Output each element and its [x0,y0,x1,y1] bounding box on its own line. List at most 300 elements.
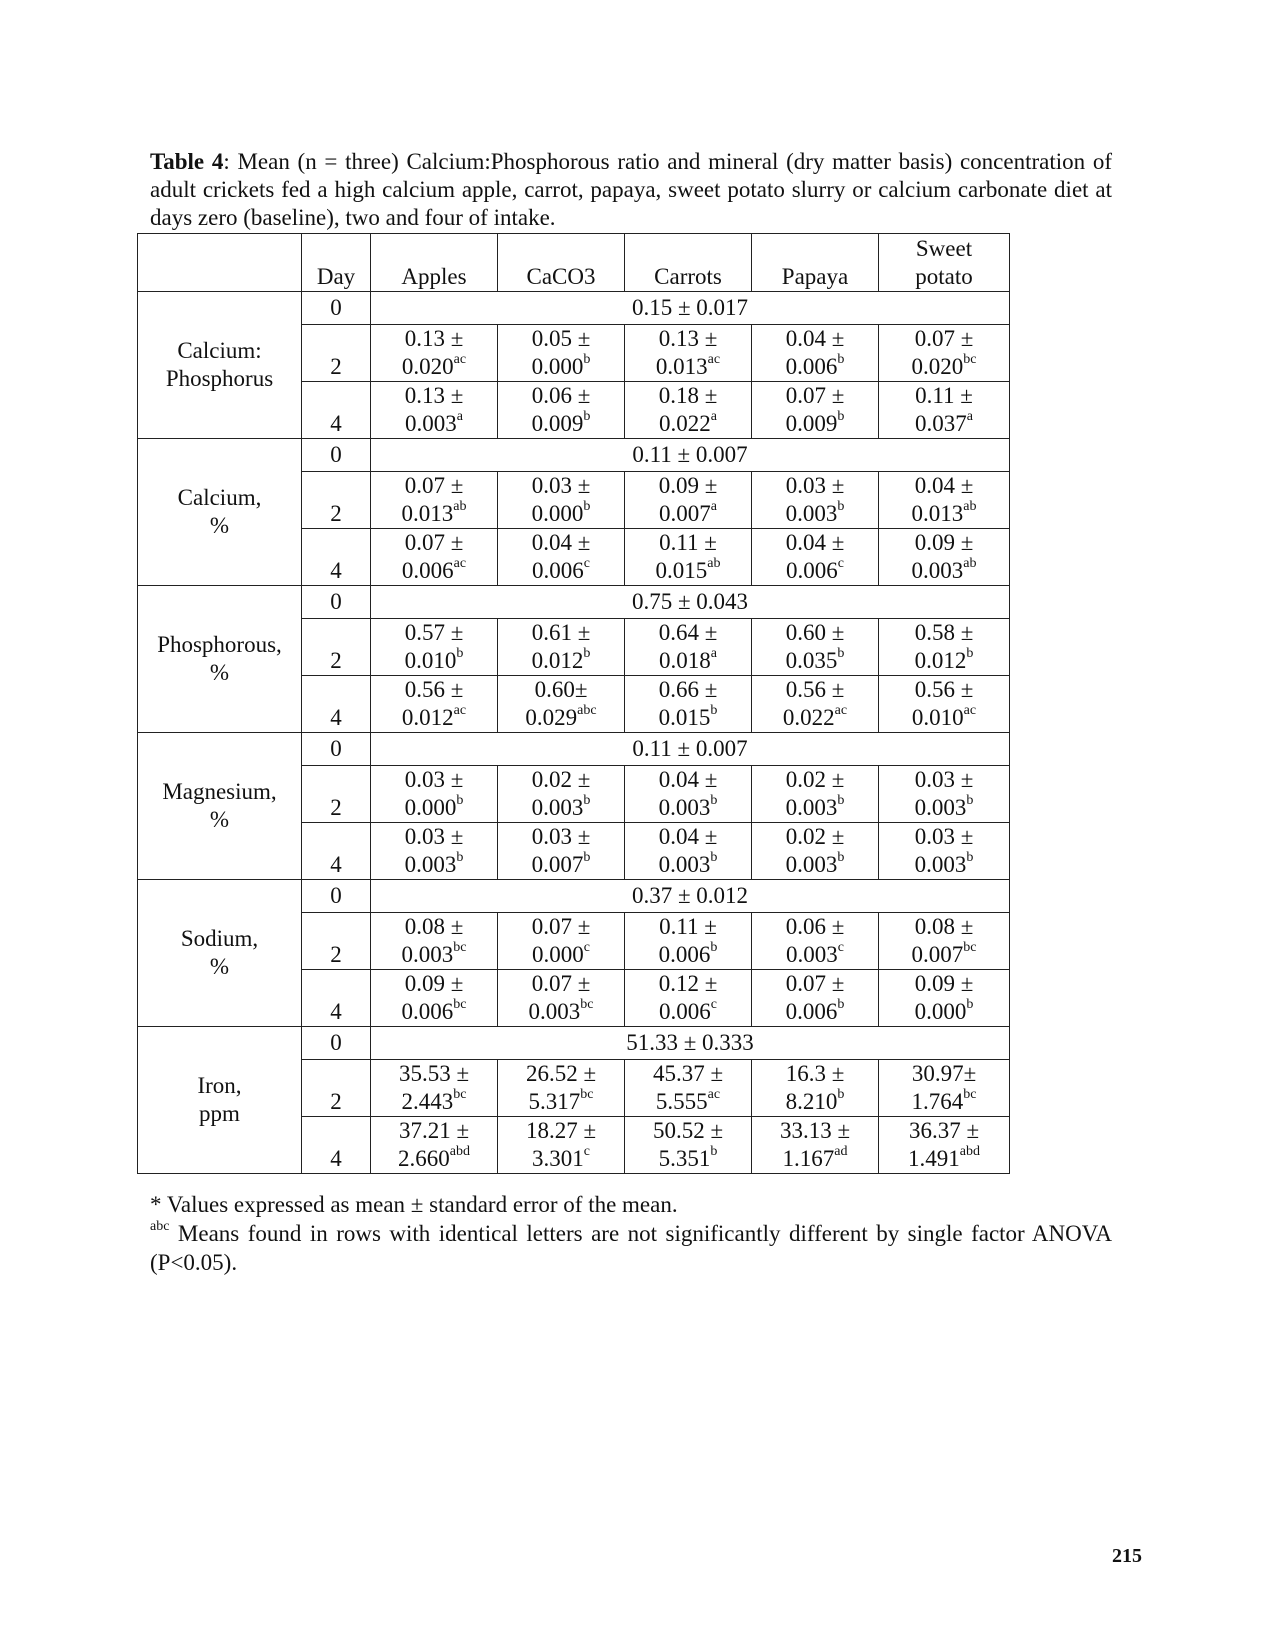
se-value: 0.013 [655,354,708,379]
mean-value: 0.61 ± [531,620,591,645]
day-cell: 2 [302,472,371,529]
note-sup: abc [150,1219,170,1235]
se-value: 5.555 [655,1089,708,1114]
se-value: 0.013 [401,501,454,526]
group-label-line2: ppm [199,1101,240,1126]
mean-value: 0.56 ± [404,677,464,702]
mean-value: 0.04 ± [658,767,718,792]
significance-letters: bc [453,997,467,1013]
group-label-line2: Phosphorus [165,366,274,391]
mean-value: 26.52 ± [525,1061,597,1086]
significance-letters: b [583,409,591,425]
se-value: 0.015 [655,558,708,583]
header-apples: Apples [371,234,498,292]
group-label-line2: % [209,954,230,979]
baseline-row [138,439,1010,472]
value-cell [498,1117,625,1174]
value-cell [371,325,498,382]
value-cell [879,1117,1010,1174]
group-label-line2: % [209,513,230,538]
day-cell: 0 [302,1027,371,1060]
baseline-value: 0.11 ± 0.007 [371,733,1010,766]
se-value: 0.012 [914,648,967,673]
se-value: 0.007 [911,942,964,967]
se-value: 0.035 [785,648,838,673]
group-label-line1: Phosphorous, [157,632,282,657]
significance-letters: b [837,850,845,866]
value-cell [625,913,752,970]
significance-letters: a [710,646,717,662]
se-value: 0.003 [914,852,967,877]
value-cell [752,766,879,823]
se-value: 2.660 [398,1146,450,1171]
significance-letters: b [966,646,974,662]
day-cell: 0 [302,880,371,913]
mean-value: 0.05 ± [531,326,591,351]
se-value: 0.003 [658,852,711,877]
value-cell [879,619,1010,676]
mean-value: 0.03 ± [531,473,591,498]
mean-value: 0.60± [534,677,588,702]
se-value: 0.000 [531,354,584,379]
significance-letters: b [710,703,718,719]
se-value: 5.351 [658,1146,711,1171]
significance-letters: bc [453,940,467,956]
se-value: 5.317 [528,1089,581,1114]
page-number: 215 [1112,1545,1142,1567]
significance-letters: b [837,997,845,1013]
mean-value: 0.07 ± [914,326,974,351]
header-day: Day [302,234,371,292]
value-cell [625,619,752,676]
mean-value: 0.07 ± [404,530,464,555]
significance-letters: bc [963,940,977,956]
value-cell [752,1117,879,1174]
mean-value: 0.04 ± [914,473,974,498]
baseline-value: 0.75 ± 0.043 [371,586,1010,619]
mean-value: 0.56 ± [914,677,974,702]
mean-value: 0.03 ± [914,767,974,792]
mean-value: 0.12 ± [658,971,718,996]
day-cell: 4 [302,382,371,439]
significance-letters: b [710,793,718,809]
mean-value: 0.64 ± [658,620,718,645]
mean-value: 0.13 ± [658,326,718,351]
mean-value: 18.27 ± [525,1118,597,1143]
baseline-value: 0.37 ± 0.012 [371,880,1010,913]
baseline-row [138,880,1010,913]
value-cell [625,1060,752,1117]
se-value: 0.003 [785,852,838,877]
se-value: 0.000 [914,999,967,1024]
mean-value: 0.06 ± [531,383,591,408]
mean-value: 33.13 ± [779,1118,851,1143]
significance-letters: c [583,940,590,956]
significance-letters: ab [963,499,977,515]
value-cell [879,913,1010,970]
mean-value: 37.21 ± [398,1118,470,1143]
se-value: 1.491 [908,1146,960,1171]
group-label-line1: Sodium, [180,926,259,951]
day-cell: 0 [302,586,371,619]
se-value: 0.018 [659,648,711,673]
mean-value: 50.52 ± [652,1118,724,1143]
se-value: 0.020 [401,354,454,379]
se-value: 0.003 [528,999,581,1024]
baseline-row [138,733,1010,766]
significance-letters: a [710,499,717,515]
value-cell [752,1060,879,1117]
value-cell [879,823,1010,880]
se-value: 1.167 [782,1146,835,1171]
table-notes [150,1190,1112,1277]
group-label [138,586,302,733]
se-value: 0.006 [785,354,838,379]
value-cell [879,325,1010,382]
value-cell [879,970,1010,1027]
value-cell [752,472,879,529]
value-cell [371,1117,498,1174]
day-cell: 4 [302,676,371,733]
significance-letters: b [710,850,718,866]
value-cell [752,325,879,382]
mean-value: 0.04 ± [658,824,718,849]
significance-letters: b [583,646,591,662]
significance-letters: b [710,1144,718,1160]
mean-value: 16.3 ± [785,1061,845,1086]
value-cell [498,382,625,439]
day-cell: 0 [302,292,371,325]
significance-letters: c [583,556,590,572]
value-cell [371,1060,498,1117]
baseline-row [138,586,1010,619]
day-cell: 2 [302,766,371,823]
significance-letters: ac [707,1087,721,1103]
se-value: 0.009 [785,411,838,436]
significance-letters: a [456,409,463,425]
note-anova [150,1219,1112,1277]
group-label [138,880,302,1027]
group-label-line1: Calcium: [177,338,262,363]
mean-value: 35.53 ± [398,1061,470,1086]
significance-letters: b [837,409,845,425]
value-cell [625,382,752,439]
baseline-row [138,292,1010,325]
se-value: 0.009 [531,411,584,436]
table-caption [150,148,1112,232]
significance-letters: c [837,556,844,572]
significance-letters: ac [453,556,467,572]
significance-letters: b [837,352,845,368]
value-cell [371,472,498,529]
value-cell [625,766,752,823]
significance-letters: b [583,850,591,866]
mean-value: 0.07 ± [531,971,591,996]
baseline-value: 0.11 ± 0.007 [371,439,1010,472]
note-sem: * Values expressed as mean ± standard error of the mean. [150,1192,678,1217]
group-label-line1: Calcium, [177,485,262,510]
se-value: 0.010 [911,705,964,730]
value-cell [625,325,752,382]
se-value: 0.000 [532,942,584,967]
significance-letters: b [966,793,974,809]
note-anova-text: Means found in rows with identical letters are not significantly different by single factor ANOVA (P<0.05). [150,1221,1112,1275]
significance-letters: ac [453,703,467,719]
mean-value: 0.13 ± [404,326,464,351]
mean-value: 0.03 ± [404,824,464,849]
mean-value: 0.02 ± [531,767,591,792]
day-cell: 2 [302,913,371,970]
mean-value: 0.04 ± [785,530,845,555]
group-label [138,292,302,439]
significance-letters: ab [453,499,467,515]
mean-value: 0.04 ± [785,326,845,351]
value-cell [371,766,498,823]
day-cell: 2 [302,1060,371,1117]
mineral-table [137,233,1010,1174]
se-value: 0.007 [531,852,584,877]
value-cell [625,676,752,733]
significance-letters: ac [707,352,721,368]
significance-letters: b [837,1087,845,1103]
group-label [138,439,302,586]
header-sweet-potato: Sweet potato [879,234,1010,292]
se-value: 0.010 [404,648,457,673]
se-value: 0.013 [911,501,964,526]
value-cell [498,766,625,823]
value-cell [498,823,625,880]
se-value: 0.003 [401,942,454,967]
day-cell: 4 [302,529,371,586]
value-cell [371,823,498,880]
se-value: 0.015 [658,705,711,730]
se-value: 1.764 [911,1089,964,1114]
se-value: 2.443 [401,1089,454,1114]
value-cell [625,529,752,586]
value-cell [371,529,498,586]
mean-value: 0.06 ± [785,914,845,939]
table-label: Table 4 [150,149,224,174]
significance-letters: ab [963,556,977,572]
value-cell [879,382,1010,439]
significance-letters: c [710,997,717,1013]
value-cell [879,766,1010,823]
se-value: 0.000 [531,501,584,526]
se-value: 0.006 [401,558,454,583]
value-cell [498,1060,625,1117]
group-label [138,733,302,880]
value-cell [625,823,752,880]
header-row [138,234,1010,292]
value-cell [752,529,879,586]
se-value: 0.020 [911,354,964,379]
value-cell [625,970,752,1027]
value-cell [498,325,625,382]
significance-letters: abd [959,1144,980,1160]
mean-value: 0.03 ± [531,824,591,849]
mean-value: 0.08 ± [404,914,464,939]
group-label-line1: Iron, [197,1073,242,1098]
se-value: 0.003 [531,795,584,820]
se-value: 0.003 [658,795,711,820]
mean-value: 0.11 ± [659,530,717,555]
header-papaya: Papaya [752,234,879,292]
mean-value: 45.37 ± [652,1061,724,1086]
significance-letters: bc [963,352,977,368]
se-value: 0.003 [404,852,457,877]
group-label-line2: % [209,807,230,832]
mean-value: 0.60 ± [785,620,845,645]
value-cell [498,472,625,529]
se-value: 0.003 [785,501,838,526]
mean-value: 0.09 ± [914,971,974,996]
se-value: 8.210 [785,1089,838,1114]
mean-value: 0.07 ± [404,473,464,498]
group-label-line2: % [209,660,230,685]
significance-letters: b [456,646,464,662]
se-value: 0.006 [532,558,584,583]
mean-value: 0.04 ± [531,530,591,555]
significance-letters: b [837,499,845,515]
mean-value: 0.03 ± [914,824,974,849]
day-cell: 4 [302,970,371,1027]
value-cell [879,1060,1010,1117]
day-cell: 4 [302,1117,371,1174]
value-cell [879,529,1010,586]
group-label [138,1027,302,1174]
mean-value: 30.97± [911,1061,977,1086]
mean-value: 36.37 ± [908,1118,980,1143]
se-value: 0.006 [786,558,838,583]
value-cell [371,970,498,1027]
mean-value: 0.07 ± [785,971,845,996]
value-cell [752,913,879,970]
se-value: 0.037 [915,411,967,436]
significance-letters: b [456,793,464,809]
se-value: 0.006 [659,999,711,1024]
mean-value: 0.09 ± [914,530,974,555]
significance-letters: ad [834,1144,848,1160]
se-value: 0.000 [404,795,457,820]
caption-text: : Mean (n = three) Calcium:Phosphorous ratio and mineral (dry matter basis) concentration of adult crickets fed a high calcium apple, carrot, papaya, sweet potato slurry or calcium carbonate diet at days zero (baseline), two and four of intake. [150,149,1112,230]
significance-letters: b [583,352,591,368]
significance-letters: bc [580,1087,594,1103]
day-cell: 0 [302,733,371,766]
value-cell [625,1117,752,1174]
value-cell [498,970,625,1027]
significance-letters: ac [453,352,467,368]
value-cell [371,619,498,676]
se-value: 0.003 [786,942,838,967]
se-value: 0.029 [525,705,578,730]
significance-letters: a [966,409,973,425]
day-cell: 0 [302,439,371,472]
mean-value: 0.11 ± [915,383,973,408]
se-value: 0.022 [659,411,711,436]
mean-value: 0.58 ± [914,620,974,645]
mean-value: 0.08 ± [914,914,974,939]
mean-value: 0.56 ± [785,677,845,702]
mean-value: 0.09 ± [658,473,718,498]
value-cell [752,676,879,733]
mean-value: 0.11 ± [659,914,717,939]
significance-letters: b [583,499,591,515]
significance-letters: ab [707,556,721,572]
value-cell [879,472,1010,529]
se-value: 0.006 [785,999,838,1024]
significance-letters: a [710,409,717,425]
se-value: 0.012 [531,648,584,673]
mean-value: 0.09 ± [404,971,464,996]
header-blank [138,234,302,292]
mean-value: 0.07 ± [785,383,845,408]
day-cell: 2 [302,619,371,676]
significance-letters: b [837,646,845,662]
se-value: 3.301 [532,1146,584,1171]
value-cell [498,529,625,586]
significance-letters: c [837,940,844,956]
value-cell [879,676,1010,733]
se-value: 0.022 [782,705,835,730]
significance-letters: b [710,940,718,956]
significance-letters: ac [834,703,848,719]
significance-letters: c [583,1144,590,1160]
significance-letters: abd [449,1144,470,1160]
mean-value: 0.18 ± [658,383,718,408]
se-value: 0.003 [911,558,964,583]
day-cell: 2 [302,325,371,382]
mean-value: 0.03 ± [404,767,464,792]
mean-value: 0.02 ± [785,824,845,849]
mean-value: 0.66 ± [658,677,718,702]
se-value: 0.003 [914,795,967,820]
significance-letters: b [966,850,974,866]
mean-value: 0.02 ± [785,767,845,792]
value-cell [498,676,625,733]
significance-letters: b [456,850,464,866]
mean-value: 0.13 ± [404,383,464,408]
mean-value: 0.03 ± [785,473,845,498]
significance-letters: b [583,793,591,809]
baseline-row [138,1027,1010,1060]
se-value: 0.003 [405,411,457,436]
value-cell [752,970,879,1027]
se-value: 0.006 [658,942,711,967]
value-cell [371,676,498,733]
se-value: 0.007 [659,501,711,526]
baseline-value: 0.15 ± 0.017 [371,292,1010,325]
value-cell [371,382,498,439]
baseline-value: 51.33 ± 0.333 [371,1027,1010,1060]
mean-value: 0.57 ± [404,620,464,645]
significance-letters: bc [453,1087,467,1103]
se-value: 0.006 [401,999,454,1024]
significance-letters: ac [963,703,977,719]
significance-letters: b [837,793,845,809]
day-cell: 4 [302,823,371,880]
significance-letters: bc [580,997,594,1013]
significance-letters: b [966,997,974,1013]
significance-letters: bc [963,1087,977,1103]
value-cell [752,823,879,880]
value-cell [752,619,879,676]
se-value: 0.003 [785,795,838,820]
value-cell [498,619,625,676]
se-value: 0.012 [401,705,454,730]
value-cell [371,913,498,970]
significance-letters: abc [577,703,597,719]
header-carrots: Carrots [625,234,752,292]
